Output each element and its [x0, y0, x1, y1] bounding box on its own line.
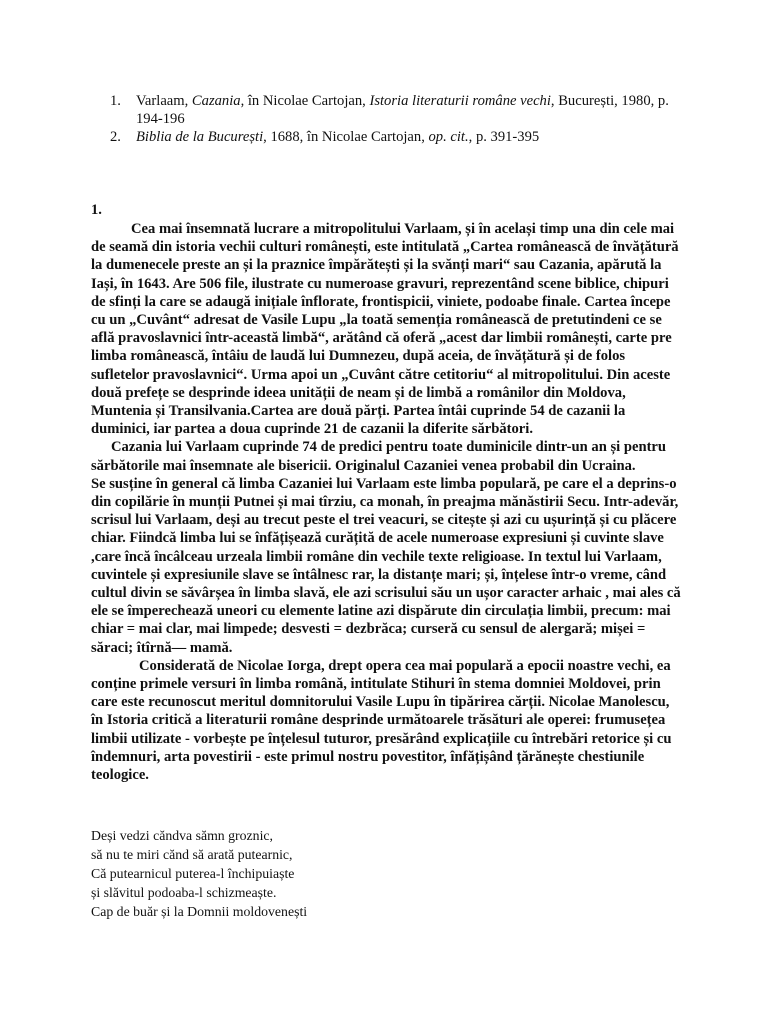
- poem-line: și slăvitul podoaba-l schizmeaște.: [91, 885, 277, 900]
- paragraph: Cazania lui Varlaam cuprinde 74 de predici pentru toate duminicile dintr-un an și pentru sărbătorile mai însemnate ale bisericii. Originalul Cazaniei venea probabil din Ucraina.: [91, 439, 667, 474]
- reference-text: , în Nicolae Cartojan,: [240, 93, 370, 109]
- paragraph: Se susține în general că limba Cazaniei lui Varlaam este limba populară, pe care el a deprins-o din copilărie în munții Putnei și mai tîrziu, ca monah, în preajma mănăstirii Secu. Intr-adevăr, scrisul lui Varlaam, deși au trecut peste el trei veacuri, se citește și azi cu ușurință și cu plăcere chiar. Fiindcă limba lui se înfățișează curățită de acele numeroase expresiuni și cuvinte slave ,care încă încâlceau urzeala limbii române din vechile texte religioase. In textul lui Varlaam, cuvintele și expresiunile slave se întâlnesc rar, la distanțe mari; și, înțelese într-o vreme, când cultul divin se săvârșea în limba slavă, ele azi scrisului său un ușor caracter arhaic , mai ales că ele se împerechează uneori cu elemente latine azi dispărute din circulația limbii, precum: mai chiar = mai clar, mai limpede; desvesti = dezbrăca; curseră cu sensul de alergară; mișei = săraci; îtîrnă— mamă.: [91, 475, 681, 656]
- reference-book-title: Istoria literaturii române vechi: [369, 93, 551, 109]
- poem-line: Cap de buăr și la Domnii moldovenești: [91, 904, 308, 919]
- reference-number: 1.: [110, 93, 121, 109]
- reference-pages: , București, 1980, p. 194-196: [136, 93, 669, 127]
- essay-body: [91, 220, 683, 784]
- reference-pages: , p. 391-395: [468, 129, 540, 145]
- poem-excerpt: [91, 826, 307, 921]
- poem-line: Că putearnicul puterea-l închipuiaște: [91, 866, 295, 881]
- reference-text: , 1688, în Nicolae Cartojan,: [263, 129, 429, 145]
- poem-line: să nu te miri cănd să arată putearnic,: [91, 847, 293, 862]
- paragraph: Cea mai însemnată lucrare a mitropolitului Varlaam, și în același timp una din cele mai de seamă din istoria vechii culturi românești, este intitulată „Cartea românească de învățătură la dumenecele preste an și la praznice împărătești și la svănți mari“ sau Cazania, apărută la Iași, în 1643. Are 506 file, ilustrate cu numeroase gravuri, reprezentând scene biblice, chipuri de sfinți la care se adaugă inițiale înflorate, frontispicii, viniete, podoabe finale. Cartea începe cu un „Cuvânt“ adresat de Vasile Lupu „la toată semenția românească de pretutindeni ce se află pravoslavnici într-această limbă“, arătând că oferă „acest dar limbii românești, carte pre limba românească, întâiu de laudă lui Dumnezeu, după aceia, de învățătură și de folos sufletelor pravoslavnici“. Urma apoi un „Cuvânt către cetitoriu“ al mitropolitului. Din aceste două prefețe se desprinde ideea unității de neam și de limbă a românilor din Moldova, Muntenia și Transilvania.Cartea are două părți. Partea întâi cuprinde 54 de cazanii la duminici, iar partea a doua cuprinde 21 de cazanii la diferite sărbători.: [91, 221, 679, 438]
- reference-work-title: Cazania: [191, 93, 241, 109]
- section-number: 1.: [91, 202, 102, 218]
- poem-line: Deși vedzi căndva sămn groznic,: [91, 828, 273, 843]
- reference-item: [110, 92, 680, 128]
- reference-work-title: Biblia de la București: [136, 129, 264, 145]
- reference-number: 2.: [110, 129, 121, 145]
- reference-list: [110, 92, 680, 146]
- reference-book-title: op. cit.: [428, 129, 469, 145]
- reference-item: [110, 128, 680, 146]
- reference-author: Varlaam,: [136, 93, 192, 109]
- paragraph: Considerată de Nicolae Iorga, drept opera cea mai populară a epocii noastre vechi, ea conține primele versuri în limba română, intitulate Stihuri în stema domniei Moldovei, prin care este recunoscut meritul domnitorului Vasile Lupu în tipărirea cărții. Nicolae Manolescu, în Istoria critică a literaturii române desprinde următoarele trăsături ale operei: frumusețea limbii utilizate - vorbește pe înțelesul tuturor, presărând explicațiile cu întrebări retorice și cu îndemnuri, arta povestirii - este primul nostru povestitor, înfățișând țărănește chestiunile teologice.: [91, 657, 672, 784]
